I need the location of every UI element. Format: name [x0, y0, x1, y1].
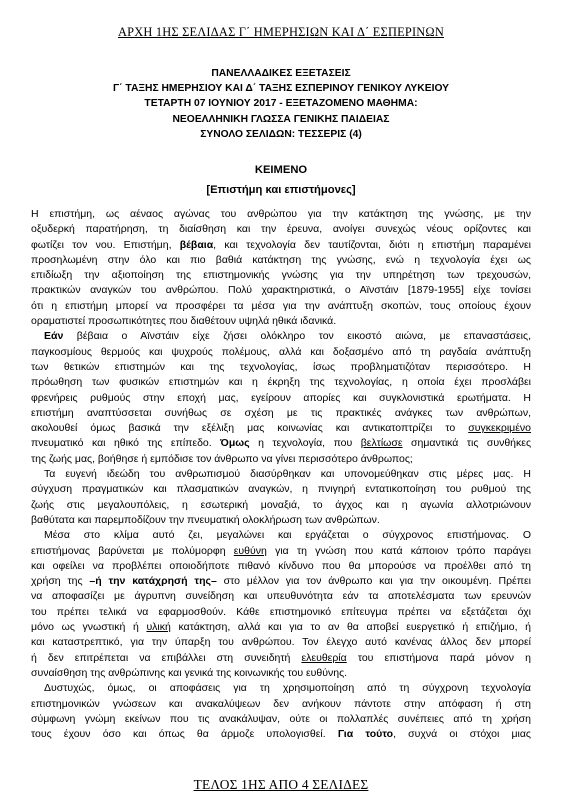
article-body — [31, 207, 531, 742]
section-heading: ΚΕΙΜΕΝΟ — [254, 164, 308, 176]
emphasis-underline: ευθύνη — [233, 544, 267, 557]
emphasis-bold: βέβαια — [179, 238, 214, 251]
text-run: επιστήμονας βαρύνεται με πολύμορφη — [31, 544, 234, 557]
text-line: φρενήρεις ρυθμούς στην εποχή μας, εγείρουν απορίες και συγκλονιστικά ερωτήματα. Η — [31, 391, 531, 404]
text-line — [31, 436, 531, 451]
text-line — [31, 574, 531, 589]
text-run: τους έχουν όσο και όπως θα άρμοζε υπολογισθεί. — [31, 728, 338, 741]
text-run: η τεχνολογία, που — [249, 437, 361, 450]
text-run: για τη γνώση που κατά κάποιον τρόπο παράγει — [266, 544, 531, 557]
title-line: Γ΄ ΤΑΞΗΣ ΗΜΕΡΗΣΙΟΥ ΚΑΙ Δ΄ ΤΑΞΗΣ ΕΣΠΕΡΙΝΟΥ ΓΕΝΙΚΟΥ ΛΥΚΕΙΟΥ — [112, 83, 450, 95]
text-line: Τα ευγενή ιδεώδη του ανθρωπισμού διασύρθηκαν και υπονομεύθηκαν στις μέρες μας. Η — [44, 468, 531, 481]
text-line: και καταστρεπτικό, για την ύπαρξη του ανθρώπου. Τον έλεγχο αυτό κανένας άλλος δεν μπορεί — [31, 636, 531, 649]
text-run: βέβαια ο Αϊνστάιν είχε ζήσει ολόκληρο τον εικοστό αιώνα, με επαναστάσεις, — [63, 330, 531, 343]
text-line: της ζωής μας, βοήθησε ή εμπόδισε τον άνθρωπο να γίνει περισσότερο άνθρωπος; — [31, 452, 413, 465]
text-line — [31, 238, 531, 253]
text-run: ή δεν επιτρέπεται να επιβάλλει στη συνειδητή — [31, 651, 302, 664]
text-run: φωτίζει τον νου. Επιστήμη, — [31, 238, 180, 251]
title-line: ΣΥΝΟΛΟ ΣΕΛΙΔΩΝ: ΤΕΣΣΕΡΙΣ (4) — [200, 128, 362, 140]
text-line: προσηλωμένη στην όλο και πιο βαθιά κατάκτηση της γνώσης, ενώ η τεχνολογία έχει ως — [31, 253, 531, 266]
text-line: του πρέπει τελικά να εφαρμοσθούν. Κάθε επιστημονικό επίτευγμα πρέπει να εξετάζεται όχι — [31, 605, 531, 618]
text-line: Δυστυχώς, όμως, οι αποφάσεις για τη χρησιμοποίηση από τη σύγχρονη τεχνολογία — [44, 682, 531, 695]
page-footer: ΤΕΛΟΣ 1ΗΣ ΑΠΟ 4 ΣΕΛΙΔΕΣ — [193, 777, 369, 792]
text-line: Μέσα στο κλίμα αυτό ζει, μεγαλώνει και εργάζεται ο σύγχρονος επιστήμονας. Ο — [44, 529, 531, 542]
text-title: [Επιστήμη και επιστήμονες] — [206, 184, 356, 196]
text-run: μόνο ως γνωστική ή — [31, 621, 147, 634]
text-line: συναίσθηση της ανθρώπινης και γενικά της κοινωνικής του ευθύνης. — [31, 666, 348, 679]
text-line: επιστήμη αναπτύσσεται συνήθως σε σχέση με τις πρακτικές ανάγκες των ανθρώπων, — [31, 406, 531, 419]
text-line: σύμφωνη γνώμη εκείνων που τις ανακάλυψαν, ούτε οι πολλαπλές συνέπειες από τη χρήση — [31, 712, 531, 725]
text-line: ότι η επιστήμη μπορεί να προσφέρει τα μέσα για την ανάπτυξη σκοπών, τους οποίους έχουν — [31, 299, 531, 312]
emphasis-underline: ελευθερία — [301, 651, 347, 664]
text-line: σύγχυση πραγματικών και πλασματικών αναγκών, η πνιγηρή εντατικοποίηση του ρυθμού της — [31, 483, 531, 496]
text-line: πρακτικών αναγκών του ανθρώπου. Πολύ χαρακτηριστικά, ο Αϊνστάιν [1879-1955] είχε τονίσει — [31, 284, 531, 297]
emphasis-bold: Όμως — [220, 437, 250, 450]
text-run: στο μέλλον για τον άνθρωπο και για την οικουμένη. Πρέπει — [216, 575, 531, 588]
text-line: παγκοσμίους θερμούς και ψυχρούς πολέμους, αλλά και δοξασμένο από τη ραγδαία ανάπτυξη — [31, 345, 531, 358]
text-run: , συχνά οι στόχοι μιας — [393, 728, 531, 741]
exam-title-block — [0, 66, 562, 142]
text-line: ζωής στις μεγαλουπόλεις, η εσωτερική μοναξιά, το άγχος και η αγωνία αλλοτριώνουν — [31, 498, 531, 511]
emphasis-bold: Για τούτο — [337, 728, 394, 741]
text-line: επιστημονικών γνώσεων και ανακαλύψεων δεν ανήκουν πάντοτε στην απόφαση ή στη — [31, 697, 531, 710]
title-line: ΠΑΝΕΛΛΑΔΙΚΕΣ ΕΞΕΤΑΣΕΙΣ — [211, 68, 351, 79]
text-line: να αποφασίζει με άγρυπνη συνείδηση και υπευθυνότητα εάν τα αποτελέσματα των ερευνών — [31, 590, 531, 603]
text-run: ακολουθεί όμως βασικά την εξέλιξη μας κοινωνίας και αντικατοπτρίζει το — [31, 422, 469, 435]
text-run: κατάκτηση, αλλά και για το αν θα αποβεί ευεργετικό ή επιζήμιο, ή — [170, 621, 531, 634]
emphasis-bold: Εάν — [44, 330, 64, 343]
text-line — [31, 651, 531, 666]
text-run: , και τεχνολογία δεν ταυτίζονται, διότι η επιστήμη παραμένει — [213, 238, 531, 251]
text-line — [31, 329, 531, 344]
text-line: επιδίωξη την αξιοποίηση της επιστημονικής γνώσης για την υπηρέτηση των τρεχουσών, — [31, 269, 531, 282]
text-line: Η επιστήμη, ως αέναος αγώνας του ανθρώπου για την κατάκτηση της γνώσης, με την — [31, 208, 531, 220]
text-run: σημαντικά τις συνθήκες — [402, 437, 531, 450]
text-run: χρήση της — [31, 575, 90, 588]
text-line: οξυδερκή παρατήρηση, τη διαίσθηση και την έρευνα, ανοίγει συνεχώς νέους ορίζοντες και — [31, 223, 531, 236]
emphasis-bold: –ή την κατάχρησή της– — [89, 575, 217, 588]
text-line: και οφείλει να προβλέπει οποιοδήποτε πιθανό κίνδυνο που θα μπορούσε να προέλθει από τη — [31, 559, 531, 572]
text-line: βαθύτατα και παρεμποδίζουν την πνευματική ολοκλήρωση των ανθρώπων. — [31, 513, 380, 526]
text-line — [31, 727, 531, 742]
emphasis-underline: συγκεκριμένο — [468, 422, 531, 435]
emphasis-underline: υλική — [146, 621, 171, 634]
page-header: ΑΡΧΗ 1ΗΣ ΣΕΛΙΔΑΣ Γ΄ ΗΜΕΡΗΣΙΩΝ ΚΑΙ Δ΄ ΕΣΠΕΡΙΝΩΝ — [117, 25, 444, 39]
text-line — [31, 544, 531, 559]
text-line — [31, 421, 531, 436]
text-line — [31, 620, 531, 635]
title-line: ΤΕΤΑΡΤΗ 07 ΙΟΥΝΙΟΥ 2017 - ΕΞΕΤΑΖΟΜΕΝΟ ΜΑΘΗΜΑ: — [144, 98, 418, 110]
text-run: πνευματικό και ηθικό της επίπεδο. — [31, 437, 221, 450]
text-run: του επιστήμονα παρά μόνον η — [346, 651, 531, 664]
title-line: ΝΕΟΕΛΛΗΝΙΚΗ ΓΛΩΣΣΑ ΓΕΝΙΚΗΣ ΠΑΙΔΕΙΑΣ — [172, 113, 390, 125]
text-line: πρόωθηση των φυσικών επιστημών και η έκρηξη της τεχνολογίας, η οποία έχει προσλάβει — [31, 376, 531, 389]
text-line: οραματιστεί προσωπικότητες που διαθέτουν υψηλά ηθικά ιδανικά. — [31, 315, 337, 328]
text-line: των θετικών επιστημών και της τεχνολογίας, ίσως προβληματιζόταν περισσότερο. Η — [31, 360, 531, 373]
emphasis-underline: βελτίωσε — [360, 437, 403, 450]
